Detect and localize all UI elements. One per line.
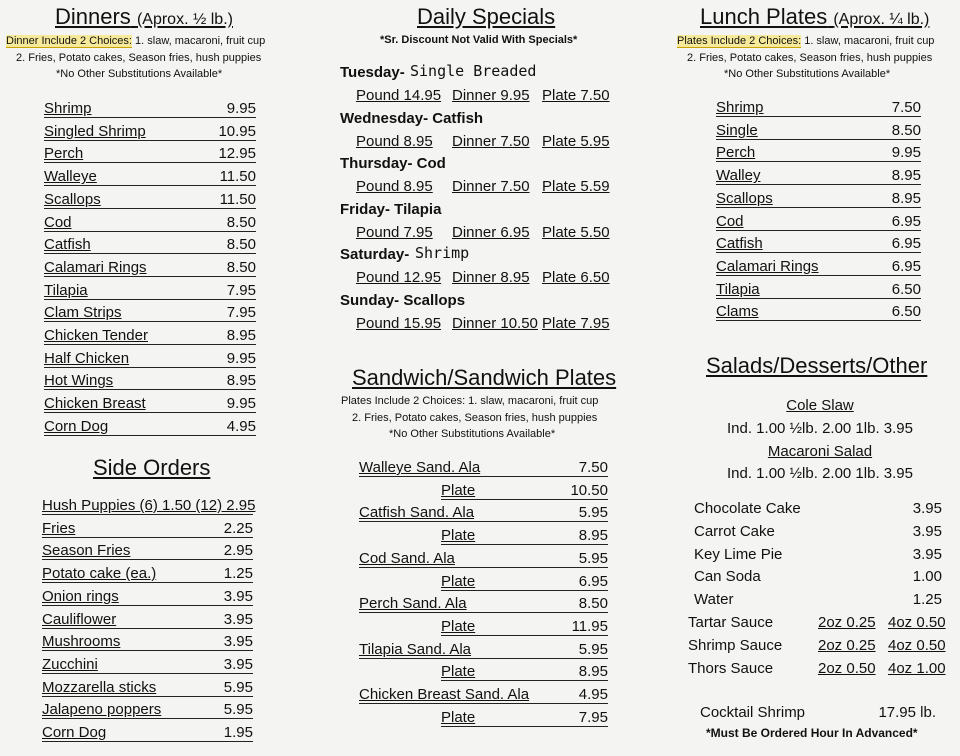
- dinners-note-3: *No Other Substitutions Available*: [56, 68, 223, 80]
- menu-item-name: Plate: [441, 708, 476, 726]
- lunch-note-highlight: Plates Include 2 Choices:: [677, 35, 802, 47]
- menu-item-name: Plate: [441, 527, 476, 545]
- menu-item-underline: [44, 208, 256, 209]
- menu-item-underline: [716, 207, 921, 208]
- cocktail-shrimp-label: Cocktail Shrimp: [700, 704, 806, 721]
- menu-item-underline: [42, 537, 253, 538]
- menu-item-name: Clam Strips: [44, 304, 122, 322]
- special-day: Thursday- Cod: [340, 155, 446, 172]
- special-plate-price: Plate 6.50: [542, 269, 610, 286]
- menu-item-underline: [359, 476, 608, 477]
- dessert-item-name: Carrot Cake: [694, 522, 775, 540]
- sauce-large-price: 4oz 0.50: [888, 614, 946, 631]
- menu-item-name: Tilapia Sand. Ala: [359, 640, 472, 658]
- special-pound-price: Pound 14.95: [356, 87, 442, 104]
- menu-item-price: 2.25: [223, 519, 253, 537]
- menu-item-price: 8.50: [578, 595, 608, 613]
- menu-item-underline: [359, 521, 608, 522]
- menu-item-price: 11.95: [571, 617, 608, 635]
- menu-item-name: Calamari Rings: [716, 257, 819, 275]
- special-pound-price: Pound 8.95: [356, 178, 433, 195]
- menu-item-price: 5.95: [578, 640, 608, 658]
- side-orders-title: Side Orders: [93, 455, 211, 480]
- menu-item-underline: [716, 116, 921, 117]
- menu-item-underline: [44, 162, 256, 163]
- dessert-item-name: Water: [694, 591, 734, 609]
- menu-item-name: Corn Dog: [42, 724, 107, 741]
- lunch-note-rest: 1. slaw, macaroni, fruit cup: [804, 35, 935, 47]
- menu-item-price: 1.95: [223, 724, 253, 741]
- menu-item-underline: [44, 344, 256, 345]
- menu-item-name: Walleye Sand. Ala: [359, 459, 481, 476]
- menu-item-underline: [441, 590, 608, 591]
- menu-item-price: 9.95: [226, 395, 256, 413]
- menu-item-price: 4.95: [226, 417, 256, 435]
- menu-item-price: 8.95: [578, 527, 608, 545]
- menu-item-underline: [44, 140, 256, 141]
- dinners-title-suffix: (Aprox. ½ lb.): [136, 11, 233, 28]
- sauce-small-price: 2oz 0.25: [818, 636, 876, 654]
- menu-item-price: 8.50: [226, 236, 256, 254]
- menu-item-price: 6.95: [891, 235, 921, 253]
- dinners-note-rest: 1. slaw, macaroni, fruit cup: [135, 35, 266, 47]
- dinners-note-highlight: Dinner Include 2 Choices:: [6, 35, 132, 47]
- menu-item-name: Walley: [716, 167, 761, 185]
- menu-item-name: Cauliflower: [42, 610, 117, 628]
- sauce-name: Shrimp Sauce: [688, 636, 783, 654]
- menu-item-name: Calamari Rings: [44, 258, 147, 276]
- menu-item-underline: [359, 658, 608, 659]
- menu-item-name: Clams: [716, 303, 759, 321]
- menu-item-name: Plate: [441, 572, 476, 590]
- special-item: Shrimp: [415, 244, 470, 262]
- menu-item-underline: [359, 612, 608, 613]
- lunch-note-2: 2. Fries, Potato cakes, Season fries, hush puppies: [687, 52, 933, 64]
- sandwich-note-2: 2. Fries, Potato cakes, Season fries, hush puppies: [352, 412, 598, 424]
- special-plate-price: Plate 5.59: [542, 178, 610, 195]
- menu-item-name: Fries: [42, 519, 76, 537]
- menu-item-name: Chicken Tender: [44, 327, 148, 344]
- menu-item-price: 7.50: [578, 459, 608, 476]
- special-dinner-price: Dinner 7.50: [452, 178, 530, 195]
- menu-item-name: Scallops: [716, 189, 773, 207]
- special-dinner-price: Dinner 10.50: [452, 314, 538, 332]
- menu-item-price: 6.95: [578, 572, 608, 590]
- menu-item-name: Zucchini: [42, 655, 98, 673]
- menu-item-price: 5.95: [223, 678, 253, 696]
- sauce-small-price: 2oz 0.50: [818, 659, 876, 677]
- dessert-item-price: 1.25: [912, 591, 942, 609]
- menu-item-price: 11.50: [219, 168, 256, 186]
- menu-item-name: Plate: [441, 617, 476, 635]
- menu-item-price: 1.25: [223, 565, 253, 583]
- menu-item-price: 5.95: [223, 701, 253, 719]
- menu-item-underline: [44, 321, 256, 322]
- menu-item-underline: [716, 298, 921, 299]
- menu-item-underline: [42, 628, 253, 629]
- menu-item-name: Half Chicken: [44, 349, 130, 367]
- menu-item-underline: [42, 514, 253, 515]
- menu-item-underline: [44, 231, 256, 232]
- menu-item-price: 4.95: [578, 686, 608, 703]
- special-pound-price: Pound 12.95: [356, 269, 442, 286]
- menu-item-price: 8.50: [226, 213, 256, 231]
- special-day: Wednesday- Catfish: [340, 109, 484, 127]
- special-pound-price: Pound 7.95: [356, 223, 433, 241]
- menu-item-underline: [42, 650, 253, 651]
- menu-item-underline: [441, 726, 608, 727]
- special-day: Friday- Tilapia: [340, 200, 442, 218]
- menu-item-underline: [44, 276, 256, 277]
- lunch-title-suffix: (Aprox. ¼ lb.): [833, 11, 930, 28]
- sauce-small-price: 2oz 0.25: [818, 614, 876, 631]
- lunch-note-3: *No Other Substitutions Available*: [724, 68, 891, 80]
- menu-item-price: 9.95: [891, 144, 921, 162]
- menu-item-name: Catfish Sand. Ala: [359, 504, 475, 522]
- menu-item-underline: [42, 582, 253, 583]
- menu-item-underline: [716, 320, 921, 321]
- dessert-item-price: 3.95: [912, 522, 942, 540]
- menu-item-name: Plate: [441, 663, 476, 681]
- menu-item-name: Onion rings: [42, 587, 119, 605]
- sandwich-note-3: *No Other Substitutions Available*: [389, 428, 556, 440]
- menu-item-price: 12.95: [218, 145, 256, 163]
- specials-title: Daily Specials: [417, 4, 556, 29]
- menu-item-name: Shrimp: [44, 100, 92, 117]
- menu-item-name: Potato cake (ea.): [42, 565, 157, 583]
- menu-item-underline: [716, 161, 921, 162]
- special-dinner-price: Dinner 9.95: [452, 87, 530, 104]
- cole-slaw-label: Cole Slaw: [786, 397, 854, 414]
- menu-item-name: Scallops: [44, 190, 101, 208]
- menu-item-price: 3.95: [223, 633, 253, 651]
- menu-item-underline: [44, 367, 256, 368]
- special-plate-price: Plate 5.95: [542, 132, 610, 150]
- menu-item-underline: [441, 635, 608, 636]
- lunch-note-1: [677, 35, 934, 47]
- sandwich-title: Sandwich/Sandwich Plates: [352, 365, 617, 390]
- menu-item-price: 8.95: [226, 327, 256, 344]
- menu-item-price: 8.95: [891, 167, 921, 185]
- lunch-title-text: Lunch Plates: [700, 4, 828, 29]
- menu-item-price: 8.50: [891, 121, 921, 139]
- menu-item-name: Cod Sand. Ala: [359, 549, 455, 567]
- dessert-item-name: Can Soda: [694, 568, 761, 586]
- menu-item-price: 8.50: [226, 258, 256, 276]
- menu-item-name: Tilapia: [44, 281, 88, 299]
- special-day: Saturday-: [340, 246, 410, 263]
- dinners-note-2: 2. Fries, Potato cakes, Season fries, hush puppies: [16, 52, 262, 64]
- macaroni-prices: Ind. 1.00 ½lb. 2.00 1lb. 3.95: [727, 465, 913, 482]
- special-plate-price: Plate 5.50: [542, 223, 610, 241]
- menu-item-price: 5.95: [578, 504, 608, 522]
- salads-title: Salads/Desserts/Other: [706, 353, 928, 378]
- cole-slaw-prices: Ind. 1.00 ½lb. 2.00 1lb. 3.95: [727, 420, 913, 437]
- menu-item-underline: [42, 718, 253, 719]
- sauce-name: Tartar Sauce: [688, 614, 774, 631]
- macaroni-label: Macaroni Salad: [767, 443, 873, 460]
- menu-item-name: Cod: [44, 213, 72, 231]
- dinners-title: [55, 4, 233, 30]
- special-dinner-price: Dinner 8.95: [452, 269, 530, 286]
- menu-item-underline: [716, 139, 921, 140]
- special-dinner-price: Dinner 7.50: [452, 132, 530, 150]
- menu-item-underline: [716, 184, 921, 185]
- special-pound-price: Pound 8.95: [356, 132, 433, 150]
- specials-note: *Sr. Discount Not Valid With Specials*: [380, 34, 578, 46]
- menu-item-underline: [441, 499, 608, 500]
- menu-item-name: Cod: [716, 212, 744, 230]
- menu-item-name: Perch: [716, 144, 756, 162]
- menu-item-name: Plate: [441, 481, 476, 499]
- menu-item-name: Jalapeno poppers: [42, 701, 162, 719]
- menu-item-name: Corn Dog: [44, 417, 109, 435]
- menu-item-price: 8.95: [578, 663, 608, 681]
- sandwich-note-1: Plates Include 2 Choices: 1. slaw, macaroni, fruit cup: [341, 395, 599, 407]
- menu-item-underline: [716, 252, 921, 253]
- sauce-large-price: 4oz 1.00: [888, 659, 946, 677]
- special-day: Sunday- Scallops: [340, 291, 466, 309]
- sauce-name: Thors Sauce: [688, 659, 774, 677]
- menu-item-price: 6.95: [891, 212, 921, 230]
- special-plate-price: Plate 7.50: [542, 87, 610, 104]
- menu-item-price: 8.95: [226, 372, 256, 390]
- menu-item-name: Chicken Breast: [44, 395, 146, 413]
- menu-item-underline: [359, 567, 608, 568]
- menu-item-underline: [716, 275, 921, 276]
- menu-item-underline: [42, 673, 253, 674]
- menu-item-price: 6.95: [891, 257, 921, 275]
- menu-item-name: Shrimp: [716, 99, 764, 116]
- menu-item-name: Mushrooms: [42, 633, 121, 651]
- menu-item-price: 9.95: [226, 100, 256, 117]
- menu-item-underline: [44, 412, 256, 413]
- menu-item-price: 3.95: [223, 587, 253, 605]
- lunch-title: [700, 4, 929, 30]
- menu-item-price: 7.95: [578, 708, 608, 726]
- menu-item-underline: [44, 253, 256, 254]
- menu-item-name: Hush Puppies (6) 1.50 (12) 2.95: [42, 497, 256, 514]
- menu-item-underline: [44, 185, 256, 186]
- menu-item-underline: [716, 230, 921, 231]
- menu-item-name: Single: [716, 121, 758, 139]
- menu-item-name: Tilapia: [716, 280, 760, 298]
- menu-item-underline: [44, 299, 256, 300]
- menu-item-underline: [441, 544, 608, 545]
- menu-item-name: Singled Shrimp: [44, 122, 146, 140]
- dinners-title-text: Dinners: [55, 4, 131, 29]
- menu-item-name: Hot Wings: [44, 372, 114, 390]
- special-item: Single Breaded: [410, 62, 537, 80]
- menu-item-underline: [44, 117, 256, 118]
- menu-item-name: Perch Sand. Ala: [359, 595, 467, 613]
- menu-item-price: 7.50: [891, 99, 921, 116]
- menu-item-underline: [42, 605, 253, 606]
- menu-item-underline: [44, 389, 256, 390]
- menu-item-underline: [359, 703, 608, 704]
- menu-item-price: 6.50: [891, 303, 921, 321]
- menu-item-name: Mozzarella sticks: [42, 678, 157, 696]
- special-dinner-price: Dinner 6.95: [452, 223, 530, 241]
- menu-item-name: Perch: [44, 145, 84, 163]
- special-pound-price: Pound 15.95: [356, 314, 442, 332]
- menu-item-price: 3.95: [223, 610, 253, 628]
- menu-item-price: 8.95: [891, 189, 921, 207]
- dessert-item-price: 1.00: [912, 568, 942, 586]
- menu-item-price: 9.95: [226, 349, 256, 367]
- menu-item-price: 10.95: [218, 122, 256, 140]
- special-day: Tuesday-: [340, 64, 405, 81]
- dessert-item-name: Key Lime Pie: [694, 545, 783, 563]
- cocktail-shrimp-note: *Must Be Ordered Hour In Advanced*: [706, 726, 918, 740]
- menu-item-underline: [441, 680, 608, 681]
- dessert-item-price: 3.95: [912, 545, 942, 563]
- sauce-large-price: 4oz 0.50: [888, 636, 946, 654]
- dessert-item-price: 3.95: [912, 500, 942, 517]
- menu-item-name: Catfish: [716, 235, 763, 253]
- dinners-note-1: [6, 35, 265, 47]
- menu-item-underline: [44, 435, 256, 436]
- menu-item-name: Season Fries: [42, 542, 131, 560]
- cocktail-shrimp-price: 17.95 lb.: [878, 704, 936, 721]
- menu-item-name: Chicken Breast Sand. Ala: [359, 686, 530, 703]
- menu-item-name: Walleye: [44, 168, 97, 186]
- menu-item-price: 11.50: [219, 190, 256, 208]
- menu-item-price: 3.95: [223, 655, 253, 673]
- dessert-item-name: Chocolate Cake: [694, 500, 801, 517]
- menu-item-underline: [42, 696, 253, 697]
- menu-item-name: Catfish: [44, 236, 91, 254]
- menu-item-underline: [42, 559, 253, 560]
- menu-item-underline: [42, 741, 253, 742]
- menu-item-price: 10.50: [570, 481, 608, 499]
- menu-item-price: 6.50: [891, 280, 921, 298]
- menu-item-price: 7.95: [226, 304, 256, 322]
- menu-item-price: 7.95: [226, 281, 256, 299]
- special-plate-price: Plate 7.95: [542, 314, 610, 332]
- menu-item-price: 2.95: [223, 542, 253, 560]
- menu-item-price: 5.95: [578, 549, 608, 567]
